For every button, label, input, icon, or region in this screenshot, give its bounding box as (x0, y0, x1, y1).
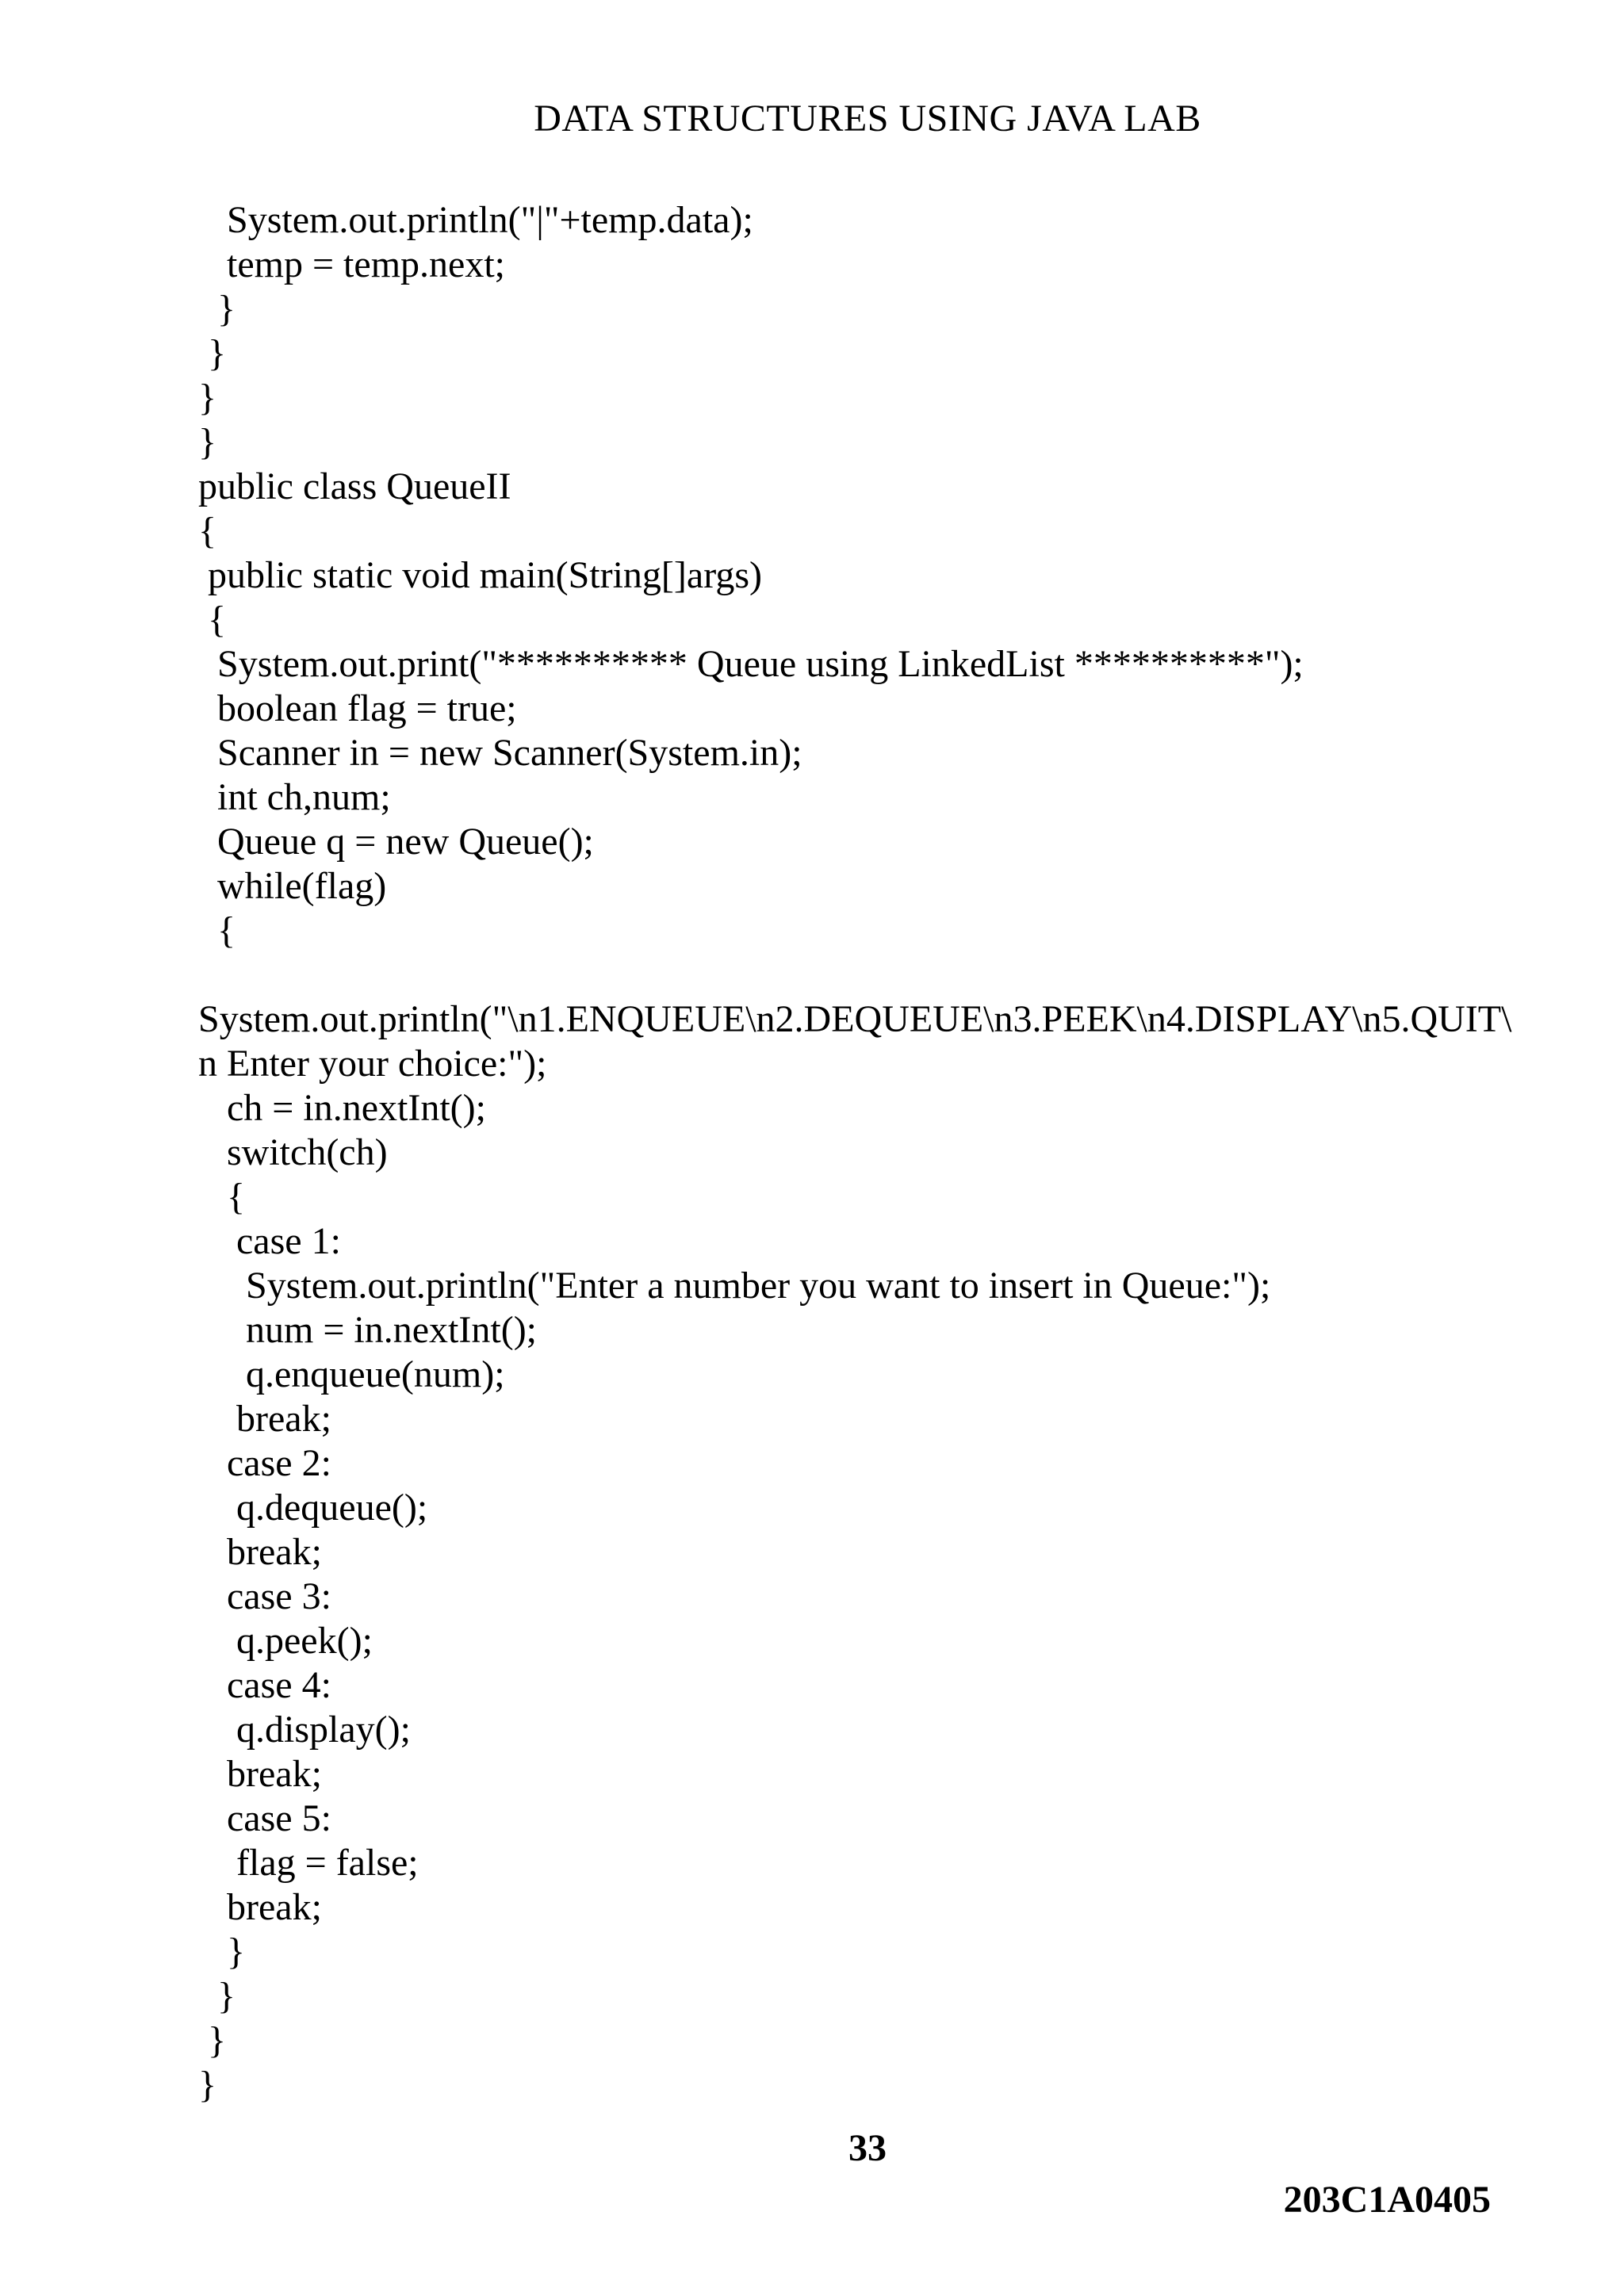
code-line: break; (198, 1398, 331, 1440)
code-line: { (198, 1176, 246, 1218)
code-line: } (198, 1975, 236, 2017)
code-line: System.out.println("Enter a number you want to insert in Queue:"); (198, 1265, 1271, 1307)
code-line: public class QueueII (198, 465, 511, 507)
code-line: public static void main(String[]args) (198, 554, 762, 596)
code-line: break; (198, 1753, 322, 1795)
code-line: case 3: (198, 1575, 331, 1617)
code-line: } (198, 288, 236, 330)
roll-number: 203C1A0405 (1283, 2179, 1491, 2221)
code-line: Scanner in = new Scanner(System.in); (198, 732, 802, 774)
code-line: } (198, 2064, 217, 2106)
code-line: flag = false; (198, 1842, 419, 1884)
code-line: q.display(); (198, 1709, 411, 1751)
code-line: { (198, 599, 227, 641)
code-line: } (198, 421, 217, 463)
code-line: } (198, 1931, 246, 1973)
code-line: } (198, 332, 227, 374)
code-line: q.enqueue(num); (198, 1353, 505, 1395)
code-line: temp = temp.next; (198, 243, 505, 285)
code-line: System.out.println("|"+temp.data); (198, 199, 753, 241)
code-line: ch = in.nextInt(); (198, 1087, 486, 1129)
code-line: case 2: (198, 1442, 331, 1484)
code-block (198, 198, 1546, 2107)
page-number: 33 (848, 2127, 887, 2169)
code-line: } (198, 377, 217, 419)
code-line: case 4: (198, 1664, 331, 1706)
code-line: break; (198, 1886, 322, 1928)
page-header: DATA STRUCTURES USING JAVA LAB (534, 98, 1201, 140)
code-line: q.peek(); (198, 1620, 373, 1662)
code-line: while(flag) (198, 865, 387, 907)
code-line: q.dequeue(); (198, 1487, 428, 1529)
code-line (198, 953, 1546, 997)
code-line: boolean flag = true; (198, 687, 517, 729)
code-line: num = in.nextInt(); (198, 1309, 538, 1351)
code-line: int ch,num; (198, 776, 391, 818)
code-line: break; (198, 1531, 322, 1573)
code-line: System.out.println("\n1.ENQUEUE\n2.DEQUEUE\n3.PEEK\n4.DISPLAY\n5.QUIT\ (198, 998, 1512, 1040)
code-line: System.out.print("********** Queue using LinkedList **********"); (198, 643, 1304, 685)
code-line: case 1: (198, 1220, 341, 1262)
code-line: } (198, 2019, 227, 2061)
code-line: { (198, 510, 217, 552)
code-line: n Enter your choice:"); (198, 1043, 547, 1085)
code-line: case 5: (198, 1797, 331, 1839)
code-line: switch(ch) (198, 1131, 388, 1173)
code-line: Queue q = new Queue(); (198, 821, 594, 863)
code-line: { (198, 909, 236, 951)
